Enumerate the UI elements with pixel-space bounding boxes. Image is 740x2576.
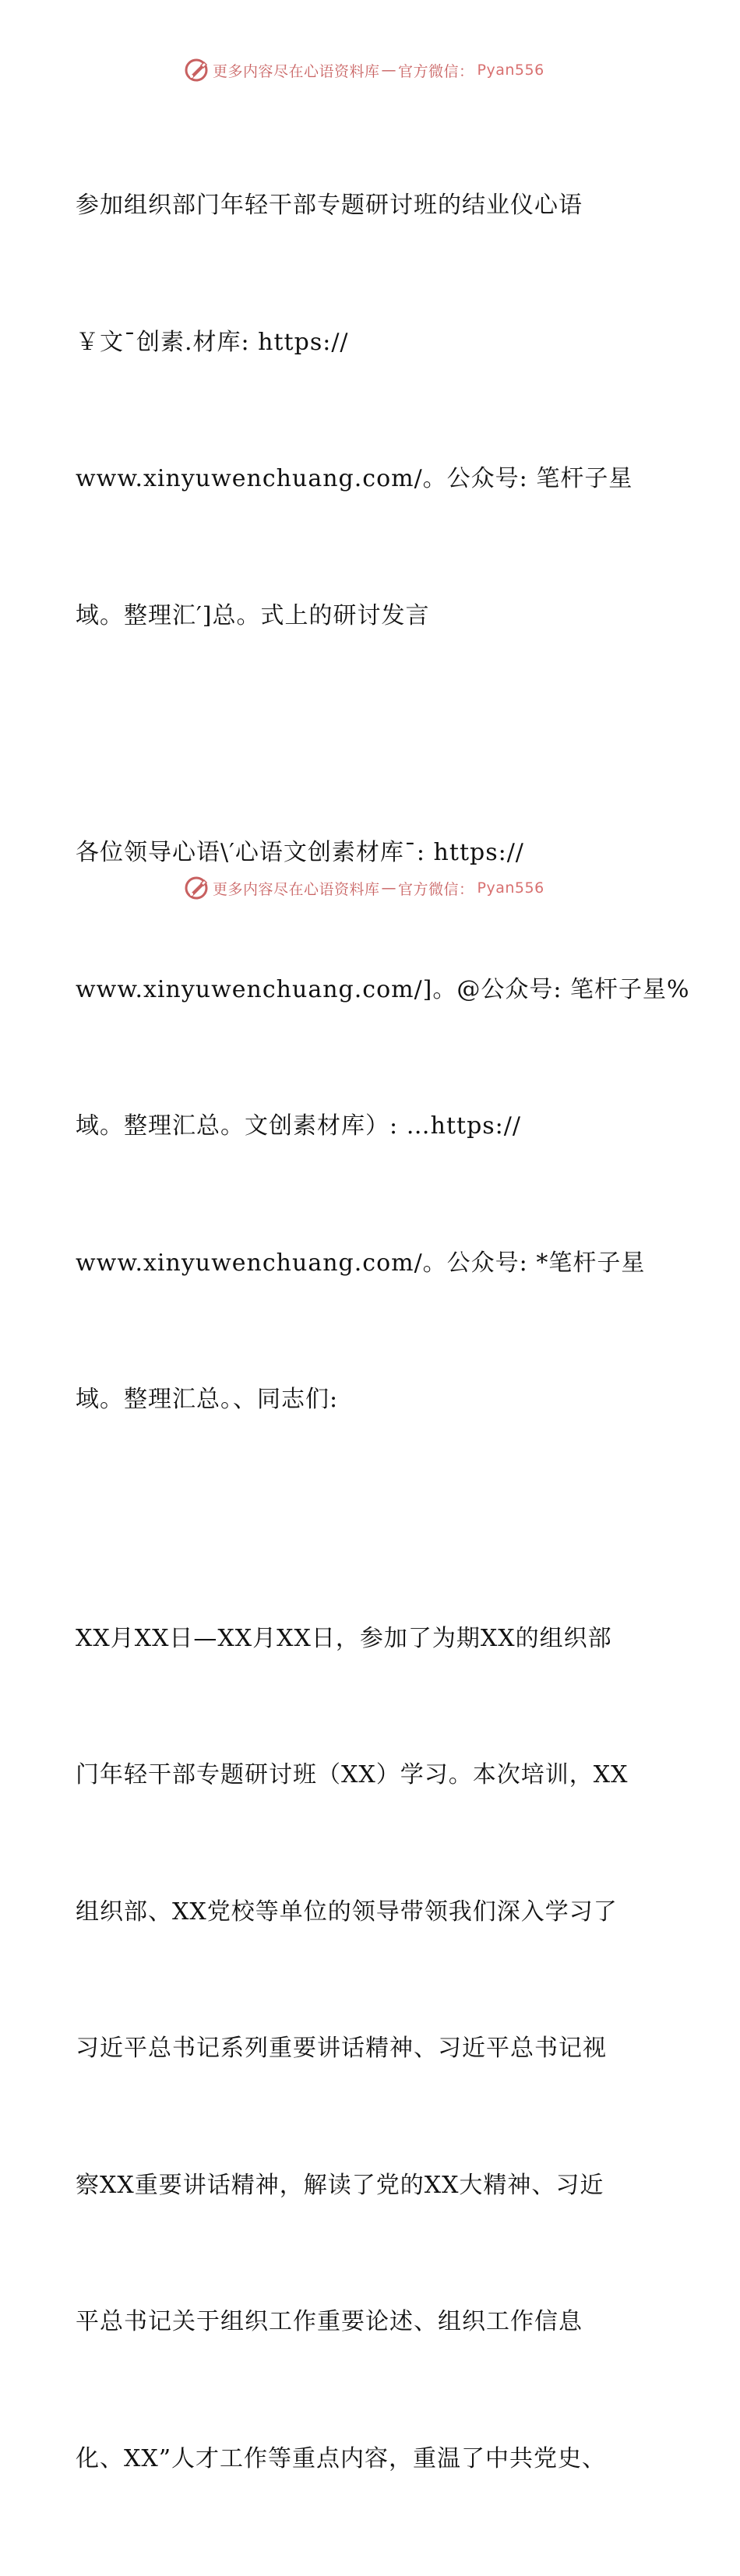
watermark-wechat-label: 官方微信： [398,62,474,80]
document-body [76,92,690,2576]
text-line: 平总书记关于组织工作重要论述、组织工作信息 [76,2308,583,2335]
paragraph-salutation [76,739,690,1514]
watermark-text: 更多内容尽在心语资料库 [213,62,380,80]
paragraph-body [76,1525,668,2574]
text-line: www.xinyuwenchuang.com/]。@公众号: 笔杆子星% [76,975,690,1003]
pen-logo-icon [183,57,210,83]
text-line: 域。整理汇总。、同志们: [76,1386,339,1413]
watermark-wechat-label: 官方微信： [398,880,474,898]
text-line: 化、XX”人才工作等重点内容，重温了中共党史、 [76,2444,607,2472]
text-line: 参加组织部门年轻干部专题研讨班的结业仪心语 [76,192,583,219]
text-line: 门年轻干部专题研讨班（XX）学习。本次培训，XX [76,1761,629,1788]
pen-logo-icon [183,875,210,901]
watermark-text: 更多内容尽在心语资料库 [213,880,380,898]
text-line: 习近平总书记系列重要讲话精神、习近平总书记视 [76,2035,607,2062]
text-line: www.xinyuwenchuang.com/。公众号: 笔杆子星 [76,465,633,492]
header-watermark [183,55,544,86]
text-line: 域。整理汇总。文创素材库）: …https:// [76,1112,521,1140]
watermark-separator: — [381,879,397,897]
text-line: www.xinyuwenchuang.com/。公众号: *笔杆子星 [76,1249,646,1277]
footer-watermark [183,872,544,904]
text-line: 组织部、XX党校等单位的领导带领我们深入学习了 [76,1898,618,1926]
text-line: 域。整理汇′]总。式上的研讨发言 [76,601,430,629]
text-line: 察XX重要讲话精神，解读了党的XX大精神、习近 [76,2171,604,2199]
watermark-separator: — [381,62,397,79]
text-line: ￥文¯创素.材库: https:// [76,328,349,356]
watermark-wechat-id: Pyan556 [477,62,544,79]
text-line: XX月XX日—XX月XX日，参加了为期XX的组织部 [76,1624,612,1652]
text-line: 各位领导心语\′心语文创素材库¯: https:// [76,839,524,866]
paragraph-title [76,92,668,730]
watermark-wechat-id: Pyan556 [477,879,544,897]
